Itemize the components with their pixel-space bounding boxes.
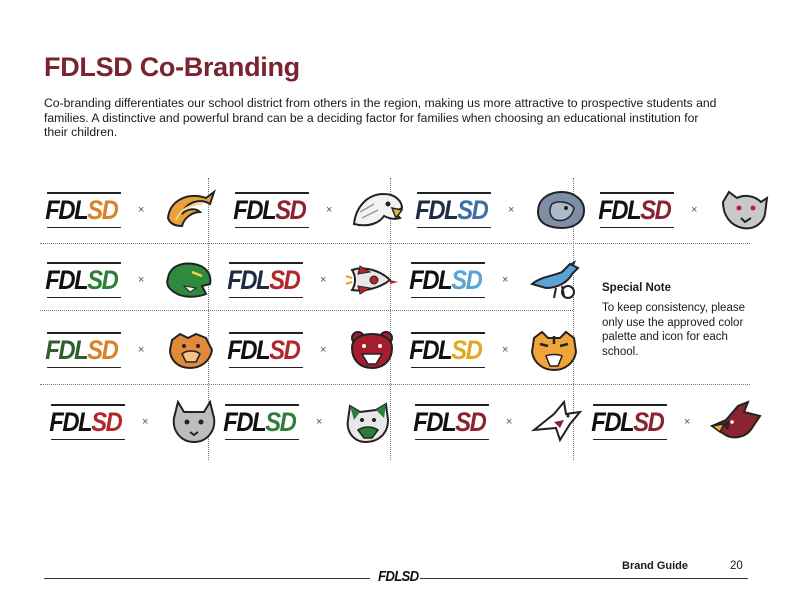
fdlsd-wordmark: FDLSD [40, 193, 123, 227]
times-symbol: × [320, 344, 327, 356]
green-panther-icon [162, 258, 218, 302]
page-number: 20 [730, 560, 743, 572]
eagle-head-icon [350, 188, 406, 232]
shark-icon [530, 400, 586, 444]
times-symbol: × [502, 344, 509, 356]
cobrand-cell [222, 258, 400, 302]
fdlsd-wordmark: FDLSD [40, 263, 123, 297]
fdlsd-wordmark: FDLSD [404, 333, 487, 367]
times-symbol: × [320, 274, 327, 286]
times-symbol: × [691, 204, 698, 216]
times-symbol: × [508, 204, 515, 216]
footer-rule-left [44, 578, 370, 579]
times-symbol: × [506, 416, 513, 428]
grid-divider [40, 384, 750, 385]
page-title: FDLSD Co-Branding [44, 52, 300, 82]
cobrand-cell [40, 328, 218, 372]
cobrand-cell [593, 188, 771, 232]
wildcat-head-icon [340, 400, 396, 444]
fdlsd-wordmark: FDLSD [228, 193, 311, 227]
bear-head-icon [344, 328, 400, 372]
times-symbol: × [316, 416, 323, 428]
rocket-icon [344, 258, 400, 302]
bobcat-head-icon [166, 400, 222, 444]
bulldog-icon [162, 328, 218, 372]
special-note-title: Special Note [602, 282, 672, 294]
fdlsd-wordmark: FDLSD [218, 405, 301, 439]
orange-comet-icon [162, 188, 218, 232]
cobrand-cell [228, 188, 406, 232]
fdlsd-wordmark: FDLSD [40, 333, 123, 367]
intro-paragraph: Co-branding differentiates our school district from others in the region, making us more attractive to prospective students and families. A distinctive and powerful brand can be a deciding factor for families when choosing an educational institution for their children. [44, 96, 717, 140]
special-note [602, 282, 752, 359]
roadrunner-icon [526, 258, 582, 302]
grid-divider [40, 243, 750, 244]
times-symbol: × [684, 416, 691, 428]
cougar-head-icon [715, 188, 771, 232]
cobrand-cell [408, 400, 586, 444]
fdlsd-wordmark: FDLSD [408, 405, 491, 439]
tiger-head-icon [526, 328, 582, 372]
lion-head-icon [532, 188, 588, 232]
fdlsd-wordmark: FDLSD [222, 263, 305, 297]
cobranding-grid [40, 178, 750, 462]
fdlsd-wordmark: FDLSD [44, 405, 127, 439]
cobrand-cell [44, 400, 222, 444]
times-symbol: × [138, 204, 145, 216]
cobrand-cell [222, 328, 400, 372]
times-symbol: × [326, 204, 333, 216]
times-symbol: × [142, 416, 149, 428]
cobrand-cell [404, 328, 582, 372]
cobrand-cell [586, 400, 764, 444]
fdlsd-wordmark: FDLSD [593, 193, 676, 227]
footer-rule-right [420, 578, 748, 579]
cobrand-cell [40, 188, 218, 232]
grid-divider [40, 310, 573, 311]
cobrand-cell [410, 188, 588, 232]
times-symbol: × [502, 274, 509, 286]
special-note-body: To keep consistency, please only use the approved color palette and icon for each school. [602, 302, 745, 358]
footer-fdlsd-logo: FDLSD [378, 568, 419, 585]
cobrand-cell [218, 400, 396, 444]
cobrand-cell [40, 258, 218, 302]
footer-label: Brand Guide [622, 560, 689, 572]
cobrand-cell [404, 258, 582, 302]
fdlsd-wordmark: FDLSD [586, 405, 669, 439]
cardinal-head-icon [708, 400, 764, 444]
fdlsd-wordmark: FDLSD [410, 193, 493, 227]
times-symbol: × [138, 344, 145, 356]
fdlsd-wordmark: FDLSD [222, 333, 305, 367]
times-symbol: × [138, 274, 145, 286]
fdlsd-wordmark: FDLSD [404, 263, 487, 297]
